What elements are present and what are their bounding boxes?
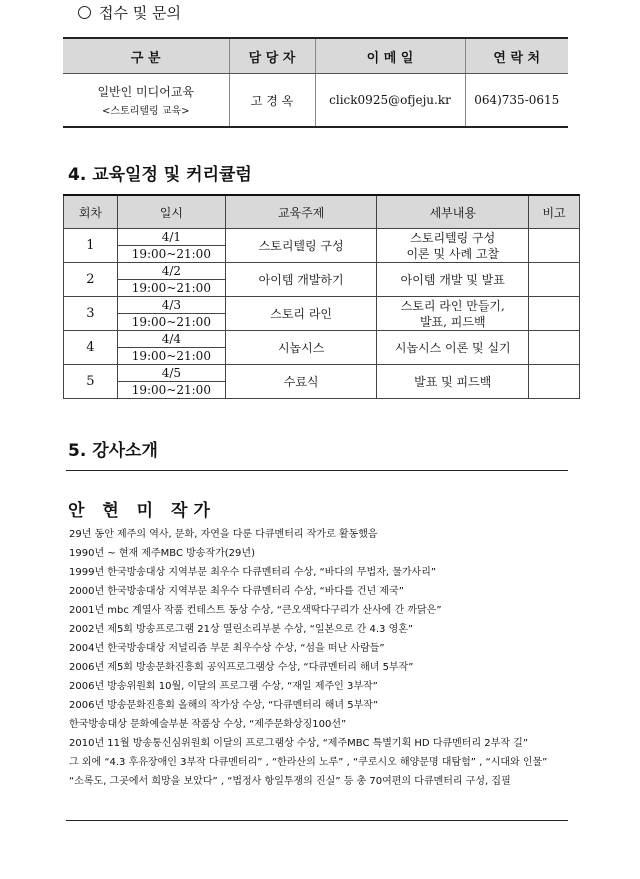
session-date: 4/1	[117, 229, 225, 246]
bio-line: 그 외에 “4.3 후유장애인 3부작 다큐멘터리” , “한라산의 노루” , “쿠로시오 해양문명 대탐험” , “시대와 인물”	[69, 757, 548, 768]
contact-category-sub: <스토리텔링 교육>	[101, 106, 190, 117]
session-time: 19:00~21:00	[117, 246, 225, 263]
session-detail-line: 스토리텔링 구성	[410, 230, 496, 245]
bio-line: 2006년 제5회 방송문화진흥회 공익프로그램상 수상, “다큐멘터리 해녀 5부작”	[69, 662, 414, 673]
bio-line: 1990년 ~ 현재 제주MBC 방송작가(29년)	[69, 548, 255, 559]
instructor-bio	[69, 525, 589, 791]
contact-table	[63, 37, 568, 128]
session-note	[529, 297, 580, 331]
session-topic: 시놉시스	[225, 331, 377, 365]
header-session: 회차	[64, 195, 118, 229]
session-number: 3	[64, 297, 118, 331]
header-phone: 연 락 처	[465, 38, 568, 74]
session-detail-line: 시놉시스 이론 및 실기	[394, 340, 511, 355]
contact-header-row	[63, 38, 568, 74]
contact-phone: 064)735-0615	[465, 74, 568, 128]
header-topic: 교육주제	[225, 195, 377, 229]
bio-line: 1999년 한국방송대상 지역부문 최우수 다큐멘터리 수상, “바다의 무법자, 물가사리”	[69, 567, 437, 578]
instructor-heading: 5. 강사소개	[68, 441, 158, 461]
session-detail-line: 아이템 개발 및 발표	[400, 272, 505, 287]
header-detail: 세부내용	[377, 195, 529, 229]
bio-line: “소록도, 그곳에서 희망을 보았다” , “법정사 항일투쟁의 진실” 등 총 70여편의 다큐멘터리 구성, 집필	[69, 776, 511, 787]
session-number: 1	[64, 229, 118, 263]
contact-row	[63, 74, 568, 128]
header-note: 비고	[529, 195, 580, 229]
contact-category: 일반인 미디어교육	[97, 85, 195, 99]
bio-line: 2006년 방송문화진흥회 올해의 작가상 수상, “다큐멘터리 해녀 5부작”	[69, 700, 379, 711]
contact-email[interactable]: click0925@ofjeju.kr	[315, 74, 465, 128]
session-date: 4/5	[117, 365, 225, 382]
session-date: 4/3	[117, 297, 225, 314]
session-number: 4	[64, 331, 118, 365]
session-detail	[377, 263, 529, 297]
schedule-body	[64, 229, 580, 399]
session-date: 4/2	[117, 263, 225, 280]
session-topic: 스토리텔링 구성	[225, 229, 377, 263]
session-note	[529, 263, 580, 297]
session-topic: 아이템 개발하기	[225, 263, 377, 297]
session-time: 19:00~21:00	[117, 382, 225, 399]
bio-line: 2001년 mbc 계열사 작품 컨테스트 동상 수상, “큰오색딱다구리가 산사에 간 까닭은”	[69, 605, 442, 616]
session-time: 19:00~21:00	[117, 314, 225, 331]
session-detail	[377, 297, 529, 331]
session-number: 5	[64, 365, 118, 399]
section-divider	[66, 470, 568, 471]
schedule-header-row	[64, 195, 580, 229]
session-note	[529, 331, 580, 365]
schedule-heading: 4. 교육일정 및 커리큘럼	[68, 165, 252, 185]
session-time: 19:00~21:00	[117, 348, 225, 365]
session-note	[529, 365, 580, 399]
session-number: 2	[64, 263, 118, 297]
circle-bullet-icon	[78, 6, 91, 19]
session-note	[529, 229, 580, 263]
schedule-row	[64, 365, 580, 382]
session-topic: 스토리 라인	[225, 297, 377, 331]
header-email: 이 메 일	[315, 38, 465, 74]
bio-line: 2004년 한국방송대상 저널리즘 부문 최우수상 수상, “섬을 떠난 사람들”	[69, 643, 385, 654]
session-detail	[377, 331, 529, 365]
session-date: 4/4	[117, 331, 225, 348]
session-time: 19:00~21:00	[117, 280, 225, 297]
schedule-table	[63, 194, 580, 399]
bio-line: 2002년 제5회 방송프로그램 21상 열린소리부분 수상, “일본으로 간 4.3 영혼”	[69, 624, 414, 635]
bio-line: 한국방송대상 문화예술부분 작품상 수상, “제주문화상징100선”	[69, 719, 347, 730]
schedule-row	[64, 263, 580, 280]
schedule-row	[64, 229, 580, 246]
instructor-name: 안 현 미 작가	[68, 501, 216, 521]
contact-manager: 고 경 옥	[229, 74, 315, 128]
session-detail-line: 발표 및 피드백	[414, 374, 492, 389]
header-datetime: 일시	[117, 195, 225, 229]
bio-line: 2000년 한국방송대상 지역부문 최우수 다큐멘터리 수상, “바다를 건넌 제국”	[69, 586, 404, 597]
bio-line: 29년 동안 제주의 역사, 문화, 자연을 다룬 다큐멘터리 작가로 활동했음	[69, 529, 378, 540]
bio-line: 2006년 방송위원회 10월, 이달의 프로그램 수상, “재일 제주인 3부작”	[69, 681, 378, 692]
session-detail-line: 발표, 피드백	[419, 314, 486, 329]
contact-heading-text: 접수 및 문의	[99, 4, 181, 22]
bottom-divider	[66, 820, 568, 821]
header-manager: 담 당 자	[229, 38, 315, 74]
contact-category-cell	[63, 74, 229, 128]
session-detail	[377, 365, 529, 399]
header-category: 구 분	[63, 38, 229, 74]
bio-line: 2010년 11월 방송통신심위원회 이달의 프로그램상 수상, “제주MBC 특별기획 HD 다큐멘터리 2부작 길”	[69, 738, 528, 749]
session-topic: 수료식	[225, 365, 377, 399]
session-detail-line: 스토리 라인 만들기,	[400, 298, 505, 313]
schedule-row	[64, 331, 580, 348]
schedule-row	[64, 297, 580, 314]
session-detail	[377, 229, 529, 263]
session-detail-line: 이론 및 사례 고찰	[406, 246, 500, 261]
contact-heading	[78, 2, 181, 23]
